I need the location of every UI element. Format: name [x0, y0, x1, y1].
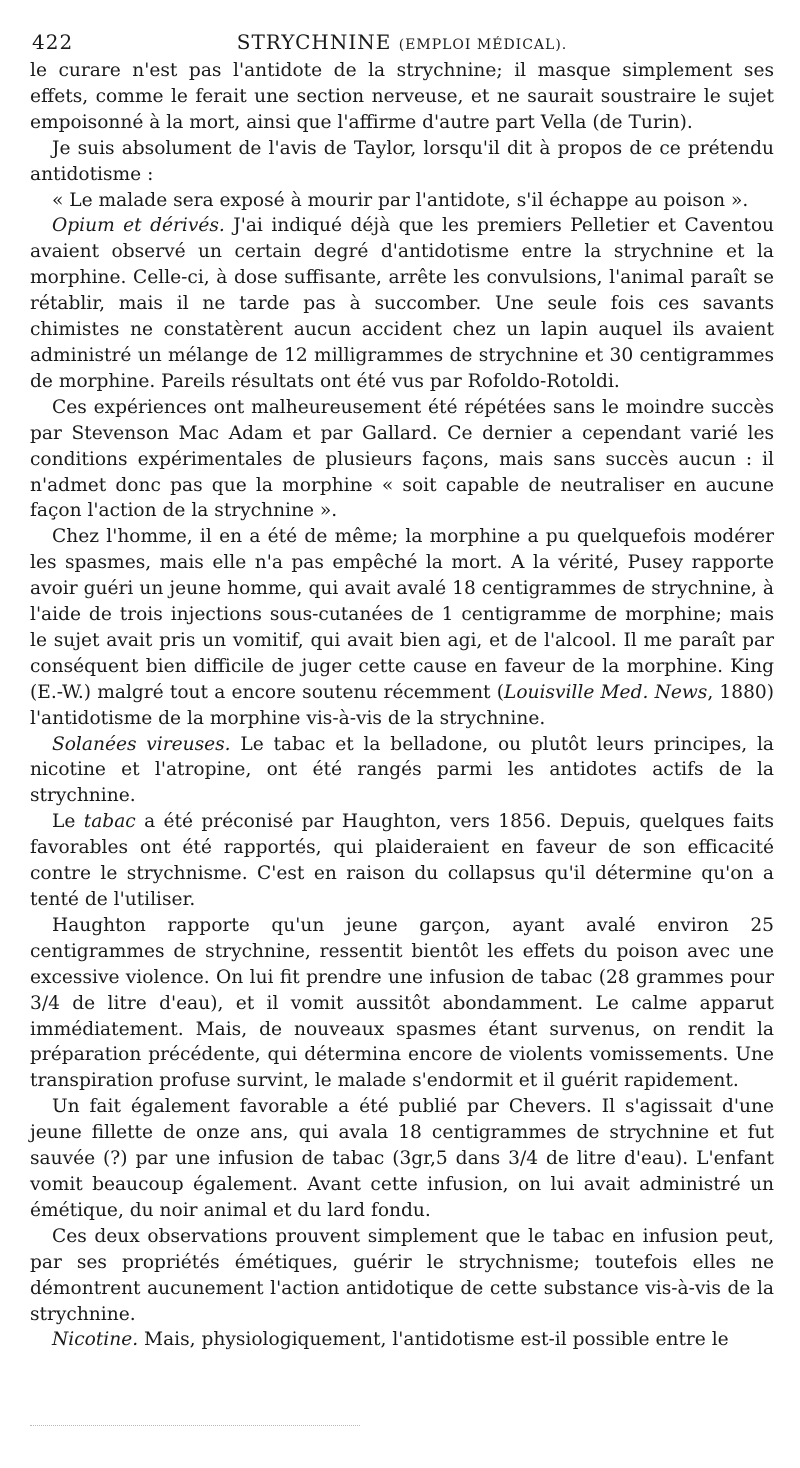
running-header [30, 18, 774, 58]
paragraph: le curare n'est pas l'antidote de la strychnine; il masque simplement ses effets, comme le ferait une section nerveuse, et ne saurait soustraire le sujet empoisonné à la mort, ainsi que l'affirme d'autre part Vella (de Turin). [30, 60, 774, 133]
paragraph: Chez l'homme, il en a été de même; la morphine a pu quelquefois modérer les spasmes, mais elle n'a pas empêché la mort. A la vérité, Pusey rapporte avoir guéri un jeune homme, qui avait avalé 18 centigrammes de strychnine, à l'aide de trois injections sous-cutanées de 1 centigramme de morphine; mais le sujet avait pris un vomitif, qui avait bien agi, et de l'alcool. Il me paraît par conséquent bien difficile de juger cette cause en faveur de la morphine. King (E.-W.) malgré tout a encore soutenu récemment (Louisville Med. News, 1880) l'antidotisme de la morphine vis-à-vis de la strychnine. [30, 526, 774, 729]
section-lead: Solanées vireuses. [52, 733, 231, 755]
citation-title: Louisville Med. News [503, 681, 708, 703]
section-lead: Nicotine. [52, 1329, 139, 1351]
paragraph: Un fait également favorable a été publié par Chevers. Il s'agissait d'une jeune fillette de onze ans, qui avala 18 centigrammes de strychnine et fut sauvée (?) par une infusion de tabac (3gr,5 dans 3/4 de litre d'eau). L'enfant vomit beaucoup également. Avant cette infusion, on lui avait administré un émétique, du noir animal et du lard fondu. [30, 1096, 774, 1221]
emphasis: tabac [83, 811, 136, 833]
paragraph: Haughton rapporte qu'un jeune garçon, ayant avalé environ 25 centigrammes de strychnine, ressentit bientôt les effets du poison avec une excessive violence. On lui fit prendre une infusion de tabac (28 grammes pour 3/4 de litre d'eau), et il vomit aussitôt abondamment. Le calme apparut immédiatement. Mais, de nouveaux spasmes étant survenus, on rendit la préparation précédente, qui détermina encore de violents vomissements. Une transpiration profuse survint, le malade s'endormit et il guérit rapidement. [30, 914, 774, 1092]
running-title-main: STRYCHNINE [236, 30, 392, 54]
paragraph: Le tabac a été préconisé par Haughton, vers 1856. Depuis, quelques faits favorables ont été rapportés, qui plaideraient en faveur de son efficacité contre le strychnisme. C'est en raison du collapsus qu'il détermine qu'on a tenté de l'utiliser. [30, 811, 774, 910]
paragraph: Ces deux observations prouvent simplement que le tabac en infusion peut, par ses propriétés émétiques, guérir le strychnisme; toutefois elles ne démontrent aucunement l'action antidotique de cette substance vis-à-vis de la strychnine. [30, 1225, 774, 1325]
paragraph: Ces expériences ont malheureusement été répétées sans le moindre succès par Stevenson Mac Adam et par Gallard. Ce dernier a cependant varié les conditions expérimentales de plusieurs façons, mais sans succès aucun : il n'admet donc pas que la morphine « soit capable de neutraliser en aucune façon l'action de la strychnine ». [30, 396, 774, 522]
page-body [30, 58, 774, 1353]
paragraph: Solanées vireuses. Le tabac et la belladone, ou plutôt leurs principes, la nicotine et l'atropine, ont été rangés parmi les antidotes actifs de la strychnine. [30, 733, 775, 807]
paragraph: Opium et dérivés. J'ai indiqué déjà que les premiers Pelletier et Caventou avaient observé un certain degré d'antidotisme entre la strychnine et la morphine. Celle-ci, à dose suffisante, arrête les convulsions, l'animal paraît se rétablir, mais il ne tarde pas à succomber. Une seule fois ces savants chimistes ne constatèrent aucun accident chez un lapin auquel ils avaient administré un mélange de 12 milligrammes de strychnine et 30 centigrammes de morphine. Pareils résultats ont été vus par Rofoldo-Rotoldi. [30, 215, 774, 392]
section-lead: Opium et dérivés. [52, 215, 225, 237]
paragraph: Nicotine. Mais, physiologiquement, l'antidotisme est-il possible entre le [52, 1329, 729, 1351]
running-title [30, 30, 774, 54]
book-page [30, 18, 774, 1353]
page-number: 422 [32, 30, 74, 54]
quotation: « Le malade sera exposé à mourir par l'antidote, s'il échappe au poison ». [52, 189, 749, 211]
bottom-rule [30, 1425, 360, 1426]
paragraph: Je suis absolument de l'avis de Taylor, lorsqu'il dit à propos de ce prétendu antidotisme : [30, 137, 774, 185]
running-title-paren: (EMPLOI MÉDICAL). [398, 37, 568, 53]
